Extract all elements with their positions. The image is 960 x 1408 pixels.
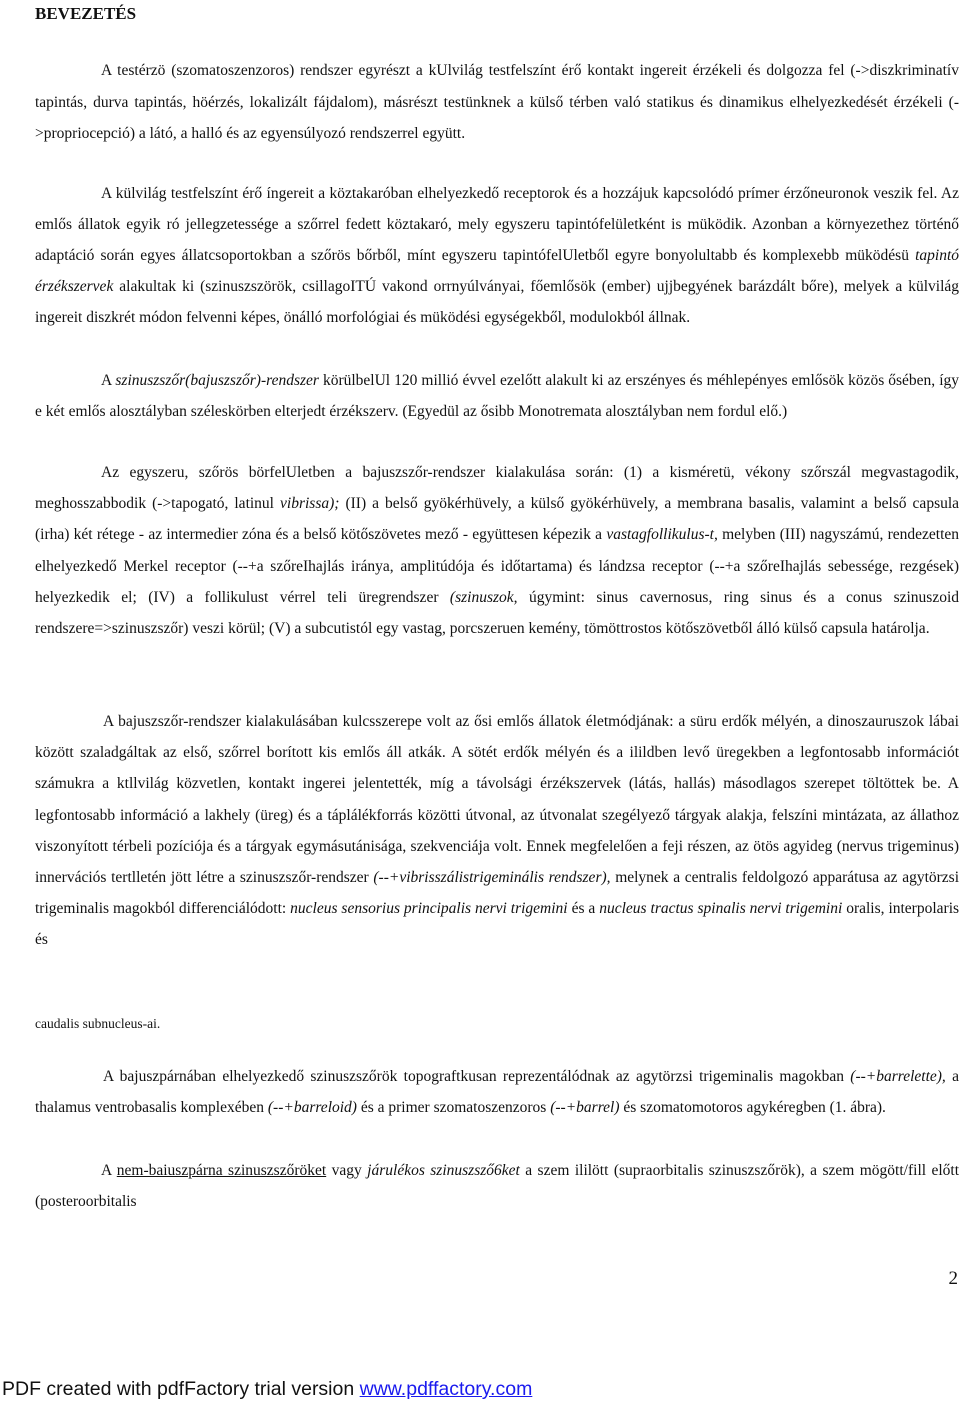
paragraph-7-emphasis-1: (--+barrelette), [850,1068,946,1085]
paragraph-5-part-c: és a [571,900,596,918]
paragraph-2-emphasis: tapintó érzékszervek [35,247,960,295]
paragraph-3-tail: körülbelUl 120 millió évvel ezelőtt alakult ki az erszényes és méhlepényes emlősök közös ősében, így e két emlős alosztályban széleskörben elterjedt érzékszerv. (Egyedül az ősibb Monotremata alosztályban nem fordul elő.) [35,372,960,420]
paragraph-1-text: A testérzö (szomatoszenzoros) rendszer egyrészt a kUlvilág testfelszínt érő kontakt ingereit érzékeli és dolgozza fel (->diszkriminatív tapintás, durva tapintás, höérzés, lokalizált fájdalom), másrészt testünknek a külső térben való statikus és dinamikus elhelyezkedését érzékeli (->propriocepció) a látó, a halló és az egyensúlyozó rendszerrel együtt. [35,62,959,142]
section-heading: BEVEZETÉS [35,4,137,23]
paragraph-4-part-a: Az egyszeru, szőrös börfelUletben a bajuszszőr-rendszer kialakulása során: (1) a kisméretü, vékony szőrszál megvastagodik, meghosszabbodik (->tapogató, latinul [35,464,959,513]
paragraph-4 [35,457,959,644]
paragraph-3 [35,365,959,427]
paragraph-4-part-c: melyben (III) nagyszámú, rendezetten elhelyezkedő Merkel receptor (--+a szőreIhajlás iránya, amplitúdója és időtartama) és lándzsa receptor (--+a szőreIhajlás sebessége, rezgések) helyezkedik el; (IV) a follikulust vérrel teli üregrendszer [35,526,960,606]
paragraph-8-part-b: vagy [331,1162,362,1179]
paragraph-7 [35,1061,959,1123]
paragraph-7-part-b: a thalamus ventrobasalis komplexében [35,1068,959,1116]
paragraph-3-lead: A [101,372,112,389]
paragraph-7-part-a: A bajuszpárnában elhelyezkedő szinuszszőrök topograftkusan reprezentálódnak az agytörzsi trigeminalis magokban [103,1068,844,1085]
paragraph-3-emphasis: szinuszszőr(bajuszszőr)-rendszer [115,372,319,389]
paragraph-8-emphasis: járulékos szinuszsző6ket [367,1162,520,1179]
paragraph-6: caudalis subnucleus-ai. [35,1016,161,1031]
paragraph-8-lead: A [101,1162,112,1179]
paragraph-8-underlined: nem-baiuszpárna szinuszszőröket [116,1162,327,1179]
paragraph-2-tail: alakultak ki (szinuszszörök, csillagoITÚ vakond orrnyúlványai, főemlősök (ember) ujjbegyének barázdált bőre), melyek a külvilág ingereit diszkrét módon felvenni képes, önálló morfológiai és müködési egységekből, modulokból állnak. [35,278,960,326]
paragraph-2-text: A külvilág testfelszínt érő íngereit a köztakaróban elhelyezkedő receptorok és a hozzájuk kapcsolódó prímer érzőneuronok veszik fel. Az emlős állatok egyik ró jellegzetessége a szőrrel fedett köztakaró, mely egyszeru tapintófelületként is müködik. Azonban a környezethez történő adaptáció során egyes állatcsoportokban a szőrös bőrből, mínt egyszeru tapintófelUletből egyre bonyolultabb és komplexebb müködésü [35,185,959,264]
paragraph-5-part-d: oralis, interpolaris és [35,900,960,949]
paragraph-4-part-d: úgymint: sinus cavernosus, ring sinus és a conus szinuszoid rendszere=>szinuszszőr) veszi körül; (V) a subcutistól egy vastag, porcszeruen kemény, tömöttrostos kötőszövetből álló külső capsula határolja. [35,588,960,638]
paragraph-7-emphasis-3: (--+barrel) [550,1099,620,1116]
paragraph-4-part-b: (II) a belső gyökérhüvely, a külső gyökérhüvely, a membrana basalis, valamint a belső capsula (irha) két rétege - az intermedier zóna és a belső kötőszövetes mező - együttesen képezik a [35,495,960,544]
paragraph-5-emphasis-3: nucleus tractus spinalis nervi trigemini [599,900,843,918]
paragraph-4-emphasis-3: (szinuszok, [449,588,518,606]
page-number: 2 [948,1268,958,1289]
paragraph-4-emphasis-2: vastagfollikulus-t, [606,526,718,544]
pdf-footer [2,1378,532,1401]
paragraph-2 [35,178,959,333]
paragraph-8 [35,1155,959,1217]
paragraph-4-emphasis-1: vibrissa); [280,495,340,513]
footer-text: PDF created with pdfFactory trial version [2,1378,355,1400]
paragraph-5-part-a: A bajuszszőr-rendszer kialakulásában kulcsszerepe volt az ősi emlős állatok életmódjának: a süru erdők mélyén, a dinoszauruszok lábai között szaladgáltak az első, szőrrel borított kis emlős áll atkák. A sötét erdők mélyén és a ilildben levő üregekben a legfontosabb információt számukra a ktllvilág közvetlen, kontakt ingerei jelentették, míg a távolsági érzékszervek (látás, hallás) másodlagos szerepet töltöttek be. A legfontosabb információ a lakhely (üreg) és a táplálékforrás közötti útvonal, az útvonalat szegélyező tárgyak alakja, felszíni mintázata, az állathoz viszonyított térbeli pozíciója és a tárgyak egymásutánisága, szekvenciája volt. Ennek megfelelően a feji részen, az ötös agyideg (nervus trigeminus) innervációs tertlletén jött létre a szinuszszőr-rendszer [35,713,959,887]
paragraph-5 [35,706,959,956]
paragraph-5-part-b: melynek a centralis feldolgozó apparátusa az agytörzsi trigeminalis magokból differenciálódott: [35,869,960,918]
paragraph-5-emphasis-1: (--+vibrisszálistrigeminális rendszer), [373,869,611,887]
paragraph-1 [35,55,959,150]
paragraph-7-part-d: és szomatomotoros agykéregben (1. ábra). [623,1099,886,1116]
paragraph-7-part-c: és a primer szomatoszenzoros [360,1099,547,1116]
paragraph-5-emphasis-2: nucleus sensorius principalis nervi trigemini [290,900,568,918]
paragraph-8-part-c: a szem ililött (supraorbitalis szinuszszőrök), a szem mögött/fill előtt (posteroorbitalis [35,1162,960,1210]
footer-link[interactable]: www.pdffactory.com [359,1378,533,1400]
paragraph-7-emphasis-2: (--+barreloid) [267,1099,357,1116]
